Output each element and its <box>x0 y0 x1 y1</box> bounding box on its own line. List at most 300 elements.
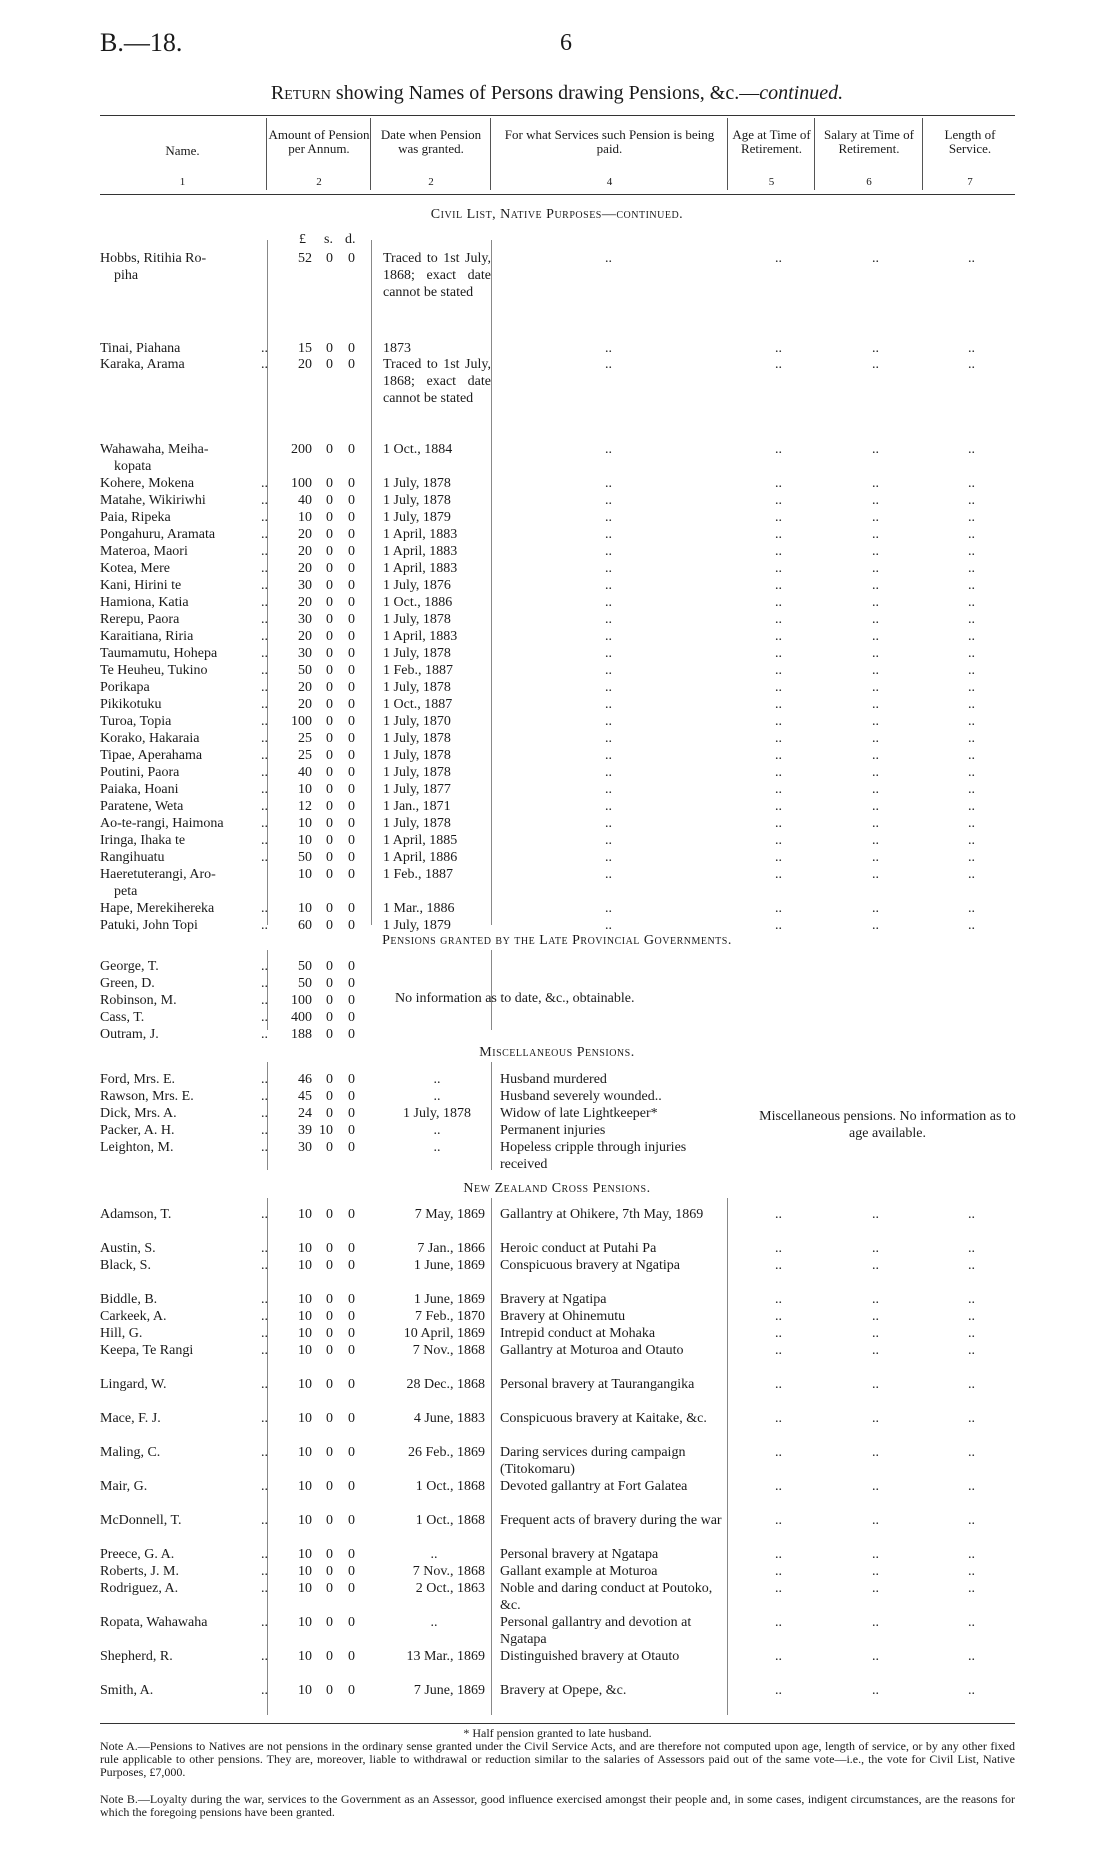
amount-shillings: 0 <box>326 510 333 525</box>
services-empty: .. <box>605 251 612 266</box>
currency-pounds: £ <box>299 232 306 247</box>
service-length-empty: .. <box>968 1309 975 1324</box>
amount-pounds: 10 <box>298 1326 312 1341</box>
salary-empty: .. <box>872 901 879 916</box>
amount-shillings: 0 <box>326 595 333 610</box>
services-empty: .. <box>605 493 612 508</box>
leader-dots: .. <box>261 850 268 865</box>
person-name <box>100 1071 268 1088</box>
leader-dots: .. <box>261 612 268 627</box>
amount-pence: 0 <box>348 1547 355 1562</box>
amount-pence: 0 <box>348 341 355 356</box>
person-name <box>100 441 268 475</box>
leader-dots: .. <box>261 1581 268 1596</box>
pension-services: Bravery at Ngatipa <box>500 1292 607 1307</box>
person-name <box>100 1139 268 1156</box>
pension-services: Frequent acts of bravery during the war <box>500 1513 722 1528</box>
salary-empty: .. <box>872 1581 879 1596</box>
leader-dots: .. <box>261 578 268 593</box>
currency-shillings: s. <box>324 232 333 247</box>
person-name-text: Karaitiana, Riria <box>100 629 194 644</box>
person-name <box>100 526 268 543</box>
amount-pounds: 10 <box>298 1564 312 1579</box>
amount-pence: 0 <box>348 1089 355 1104</box>
amount-shillings: 0 <box>326 646 333 661</box>
age-empty: .. <box>775 1547 782 1562</box>
service-length-empty: .. <box>968 561 975 576</box>
amount-pounds: 10 <box>298 867 312 882</box>
amount-pounds: 188 <box>291 1027 312 1042</box>
date-granted: 1 April, 1885 <box>383 833 458 848</box>
leader-dots: .. <box>261 748 268 763</box>
amount-pence: 0 <box>348 1123 355 1138</box>
person-name <box>100 917 268 934</box>
footnote-star: * Half pension granted to late husband. <box>463 1726 652 1740</box>
amount-pence: 0 <box>348 1027 355 1042</box>
service-length-empty: .. <box>968 442 975 457</box>
amount-pounds: 200 <box>291 442 312 457</box>
person-name-text: Hill, G. <box>100 1326 143 1341</box>
amount-pounds: 10 <box>298 1343 312 1358</box>
person-name-text: Porikapa <box>100 680 150 695</box>
salary-empty: .. <box>872 680 879 695</box>
person-name <box>100 645 268 662</box>
date-granted: 7 Feb., 1870 <box>415 1309 485 1324</box>
services-empty: .. <box>605 867 612 882</box>
amount-pence: 0 <box>348 1683 355 1698</box>
service-length-empty: .. <box>968 646 975 661</box>
pension-services: Permanent injuries <box>500 1123 606 1138</box>
services-empty: .. <box>605 561 612 576</box>
salary-empty: .. <box>872 731 879 746</box>
title-rest: showing Names of Persons drawing Pensions, &c.— <box>330 82 760 104</box>
age-empty: .. <box>775 901 782 916</box>
amount-pounds: 30 <box>298 1140 312 1155</box>
leader-dots: .. <box>261 782 268 797</box>
amount-shillings: 0 <box>326 867 333 882</box>
amount-shillings: 0 <box>326 1683 333 1698</box>
services-empty: .. <box>605 901 612 916</box>
person-name <box>100 747 268 764</box>
person-name-text: Hape, Merekihereka <box>100 901 215 916</box>
amount-pounds: 20 <box>298 357 312 372</box>
amount-pounds: 100 <box>291 993 312 1008</box>
salary-empty: .. <box>872 748 879 763</box>
amount-shillings: 0 <box>326 1615 333 1630</box>
age-empty: .. <box>775 629 782 644</box>
age-empty: .. <box>775 765 782 780</box>
amount-pence: 0 <box>348 510 355 525</box>
column-number-5: 5 <box>768 176 775 188</box>
person-name <box>100 662 268 679</box>
amount-pence: 0 <box>348 1326 355 1341</box>
amount-pounds: 10 <box>298 1445 312 1460</box>
amount-pence: 0 <box>348 782 355 797</box>
age-empty: .. <box>775 595 782 610</box>
leader-dots: .. <box>261 1615 268 1630</box>
age-empty: .. <box>775 680 782 695</box>
salary-empty: .. <box>872 1683 879 1698</box>
salary-empty: .. <box>872 357 879 372</box>
person-name-text: Kotea, Mere <box>100 561 170 576</box>
amount-pence: 0 <box>348 544 355 559</box>
amount-pence: 0 <box>348 918 355 933</box>
amount-pounds: 10 <box>298 1479 312 1494</box>
person-name <box>100 1308 268 1325</box>
age-empty: .. <box>775 816 782 831</box>
amount-shillings: 0 <box>326 1343 333 1358</box>
date-granted: 1 Feb., 1887 <box>383 663 453 678</box>
person-name <box>100 1376 268 1393</box>
person-name <box>100 1088 268 1105</box>
date-granted: 1 July, 1878 <box>383 816 451 831</box>
leader-dots: .. <box>261 527 268 542</box>
age-empty: .. <box>775 476 782 491</box>
services-empty: .. <box>605 918 612 933</box>
person-name-text: Wahawaha, Meiha- <box>100 442 209 457</box>
person-name-text: Pikikotuku <box>100 697 162 712</box>
person-name <box>100 1682 268 1699</box>
service-length-empty: .. <box>968 867 975 882</box>
leader-dots: .. <box>261 1377 268 1392</box>
pension-services: Noble and daring conduct at Poutoko, &c. <box>500 1581 713 1613</box>
date-granted: 7 Nov., 1868 <box>412 1564 485 1579</box>
pension-services: Husband severely wounded.. <box>500 1089 662 1104</box>
currency-pence: d. <box>345 232 356 247</box>
person-name-text: Dick, Mrs. A. <box>100 1106 177 1121</box>
age-empty: .. <box>775 799 782 814</box>
amount-pence: 0 <box>348 493 355 508</box>
person-name <box>100 1342 268 1359</box>
leader-dots: .. <box>261 1106 268 1121</box>
amount-pounds: 50 <box>298 959 312 974</box>
amount-pounds: 50 <box>298 663 312 678</box>
person-name-text: Leighton, M. <box>100 1140 174 1155</box>
amount-shillings: 0 <box>326 357 333 372</box>
person-name-text: Rawson, Mrs. E. <box>100 1089 194 1104</box>
person-name <box>100 730 268 747</box>
amount-pence: 0 <box>348 976 355 991</box>
age-empty: .. <box>775 1649 782 1664</box>
amount-pounds: 30 <box>298 646 312 661</box>
age-empty: .. <box>775 1564 782 1579</box>
pension-services: Gallant example at Moturoa <box>500 1564 658 1579</box>
leader-dots: .. <box>261 1343 268 1358</box>
amount-pounds: 24 <box>298 1106 312 1121</box>
age-empty: .. <box>775 1207 782 1222</box>
column-header-5: Age at Time of Retirement. <box>732 127 811 156</box>
leader-dots: .. <box>261 680 268 695</box>
service-length-empty: .. <box>968 731 975 746</box>
services-empty: .. <box>605 748 612 763</box>
salary-empty: .. <box>872 1309 879 1324</box>
leader-dots: .. <box>261 646 268 661</box>
date-granted: 1 July, 1870 <box>383 714 451 729</box>
amount-pence: 0 <box>348 731 355 746</box>
amount-pence: 0 <box>348 680 355 695</box>
person-name-text: Matahe, Wikiriwhi <box>100 493 206 508</box>
amount-shillings: 0 <box>326 1377 333 1392</box>
service-length-empty: .. <box>968 1513 975 1528</box>
service-length-empty: .. <box>968 357 975 372</box>
date-granted: .. <box>433 1123 441 1138</box>
person-name <box>100 815 268 832</box>
leader-dots: .. <box>261 976 268 991</box>
person-name-text: Korako, Hakaraia <box>100 731 200 746</box>
service-length-empty: .. <box>968 476 975 491</box>
amount-shillings: 0 <box>326 1581 333 1596</box>
leader-dots: .. <box>261 561 268 576</box>
amount-pounds: 10 <box>298 1207 312 1222</box>
person-name <box>100 1325 268 1342</box>
person-name-text: Cass, T. <box>100 1010 145 1025</box>
pension-services: Husband murdered <box>500 1072 607 1087</box>
person-name-text: Materoa, Maori <box>100 544 188 559</box>
person-name <box>100 1240 268 1257</box>
amount-pence: 0 <box>348 1377 355 1392</box>
age-empty: .. <box>775 1241 782 1256</box>
salary-empty: .. <box>872 1258 879 1273</box>
salary-empty: .. <box>872 765 879 780</box>
salary-empty: .. <box>872 595 879 610</box>
amount-pence: 0 <box>348 748 355 763</box>
person-name <box>100 1009 268 1026</box>
age-empty: .. <box>775 612 782 627</box>
service-length-empty: .. <box>968 918 975 933</box>
person-name-text: Hobbs, Ritihia Ro- <box>100 251 207 266</box>
date-granted: 1 July, 1878 <box>383 765 451 780</box>
amount-pence: 0 <box>348 816 355 831</box>
amount-shillings: 0 <box>326 476 333 491</box>
leader-dots: .. <box>261 816 268 831</box>
leader-dots: .. <box>261 765 268 780</box>
amount-shillings: 0 <box>326 816 333 831</box>
person-name <box>100 340 268 357</box>
person-name-text: Outram, J. <box>100 1027 159 1042</box>
service-length-empty: .. <box>968 816 975 831</box>
age-empty: .. <box>775 442 782 457</box>
person-name <box>100 1444 268 1461</box>
services-empty: .. <box>605 544 612 559</box>
leader-dots: .. <box>261 993 268 1008</box>
amount-pence: 0 <box>348 1010 355 1025</box>
age-empty: .. <box>775 731 782 746</box>
person-name <box>100 577 268 594</box>
person-name <box>100 781 268 798</box>
services-empty: .. <box>605 510 612 525</box>
amount-shillings: 0 <box>326 748 333 763</box>
date-granted: 1 April, 1883 <box>383 629 458 644</box>
title-suffix: continued. <box>759 82 844 104</box>
amount-pounds: 52 <box>298 251 312 266</box>
service-length-empty: .. <box>968 663 975 678</box>
person-name <box>100 250 268 284</box>
date-granted: .. <box>433 1140 441 1155</box>
pension-services: Distinguished bravery at Otauto <box>500 1649 680 1664</box>
document-reference: B.—18. <box>100 28 183 57</box>
leader-dots: .. <box>261 799 268 814</box>
page-number: 6 <box>560 30 572 56</box>
salary-empty: .. <box>872 782 879 797</box>
service-length-empty: .. <box>968 612 975 627</box>
person-name-text: Tipae, Aperahama <box>100 748 203 763</box>
person-name-text: Taumamutu, Hohepa <box>100 646 218 661</box>
date-granted: 1 Feb., 1887 <box>383 867 453 882</box>
column-number-6: 6 <box>866 176 872 188</box>
leader-dots: .. <box>261 1027 268 1042</box>
leader-dots: .. <box>261 510 268 525</box>
services-empty: .. <box>605 612 612 627</box>
age-empty: .. <box>775 251 782 266</box>
age-empty: .. <box>775 341 782 356</box>
amount-shillings: 0 <box>326 959 333 974</box>
service-length-empty: .. <box>968 629 975 644</box>
person-name <box>100 492 268 509</box>
person-name-text: Ao-te-rangi, Haimona <box>100 816 224 831</box>
services-empty: .. <box>605 578 612 593</box>
pension-services: Devoted gallantry at Fort Galatea <box>500 1479 688 1494</box>
amount-pounds: 100 <box>291 714 312 729</box>
leader-dots: .. <box>261 1309 268 1324</box>
date-granted: Traced to 1st July, 1868; exact date cannot be stated <box>383 251 491 300</box>
amount-shillings: 0 <box>326 663 333 678</box>
age-empty: .. <box>775 646 782 661</box>
amount-pence: 0 <box>348 1106 355 1121</box>
date-granted: 1 July, 1876 <box>383 578 451 593</box>
amount-shillings: 0 <box>326 976 333 991</box>
section-miscellaneous: Miscellaneous Pensions. <box>479 1045 635 1060</box>
column-header-3: Date when Pension was granted. <box>380 127 482 156</box>
age-empty: .. <box>775 782 782 797</box>
amount-pence: 0 <box>348 901 355 916</box>
amount-shillings: 0 <box>326 714 333 729</box>
amount-shillings: 0 <box>326 680 333 695</box>
date-granted: 1 April, 1883 <box>383 544 458 559</box>
amount-pence: 0 <box>348 1258 355 1273</box>
leader-dots: .. <box>261 1513 268 1528</box>
date-granted: 1 July, 1878 <box>383 748 451 763</box>
column-header-1: Name. <box>165 143 200 158</box>
leader-dots: .. <box>261 901 268 916</box>
person-name <box>100 1257 268 1274</box>
age-empty: .. <box>775 578 782 593</box>
leader-dots: .. <box>261 1445 268 1460</box>
service-length-empty: .. <box>968 1547 975 1562</box>
pension-services: Conspicuous bravery at Kaitake, &c. <box>500 1411 707 1426</box>
services-empty: .. <box>605 341 612 356</box>
salary-empty: .. <box>872 1479 879 1494</box>
person-name-text: Rangihuatu <box>100 850 165 865</box>
salary-empty: .. <box>872 251 879 266</box>
date-granted: 1 July, 1878 <box>383 646 451 661</box>
amount-pounds: 60 <box>298 918 312 933</box>
column-number-2: 2 <box>316 176 322 188</box>
amount-pounds: 50 <box>298 976 312 991</box>
age-empty: .. <box>775 544 782 559</box>
amount-shillings: 0 <box>326 442 333 457</box>
amount-pence: 0 <box>348 714 355 729</box>
body-divider <box>727 1198 728 1715</box>
person-name-text: Paia, Ripeka <box>100 510 171 525</box>
person-name-text: Pongahuru, Aramata <box>100 527 216 542</box>
amount-pounds: 10 <box>298 901 312 916</box>
amount-shillings: 0 <box>326 341 333 356</box>
person-name <box>100 1105 268 1122</box>
date-granted: 28 Dec., 1868 <box>406 1377 485 1392</box>
leader-dots: .. <box>261 833 268 848</box>
amount-pounds: 50 <box>298 850 312 865</box>
service-length-empty: .. <box>968 680 975 695</box>
person-name-text: Haeretuterangi, Aro- <box>100 867 216 882</box>
person-name <box>100 1410 268 1427</box>
services-empty: .. <box>605 357 612 372</box>
service-length-empty: .. <box>968 782 975 797</box>
column-header-4: For what Services such Pension is being paid. <box>504 127 715 156</box>
person-name <box>100 1026 268 1043</box>
date-granted: 1873 <box>383 341 411 356</box>
service-length-empty: .. <box>968 1649 975 1664</box>
leader-dots: .. <box>261 1140 268 1155</box>
amount-pence: 0 <box>348 850 355 865</box>
note-a: Note A.—Pensions to Natives are not pensions in the ordinary sense granted under the Civil Service Acts, and are therefore not computed upon age, length of service, or by any other fixed rule applicable to other pensions. They are, moreover, liable to withdrawal or reduction similar to the salaries of Assessors paid out of the same vote—i.e., the vote for Civil List, Native Purposes, £7,000. <box>100 1739 1015 1779</box>
person-name <box>100 866 268 900</box>
services-empty: .. <box>605 833 612 848</box>
salary-empty: .. <box>872 544 879 559</box>
person-name-text: Adamson, T. <box>100 1207 172 1222</box>
amount-pounds: 10 <box>298 1683 312 1698</box>
person-name-text: Te Heuheu, Tukino <box>100 663 208 678</box>
person-name <box>100 560 268 577</box>
section-civil-list: Civil List, Native Purposes—continued. <box>430 207 684 222</box>
amount-shillings: 0 <box>326 1547 333 1562</box>
salary-empty: .. <box>872 341 879 356</box>
age-empty: .. <box>775 1258 782 1273</box>
body-divider <box>371 240 372 925</box>
amount-pence: 0 <box>348 833 355 848</box>
service-length-empty: .. <box>968 748 975 763</box>
amount-pence: 0 <box>348 1479 355 1494</box>
person-name-text: Smith, A. <box>100 1683 154 1698</box>
person-name <box>100 628 268 645</box>
age-empty: .. <box>775 748 782 763</box>
service-length-empty: .. <box>968 1292 975 1307</box>
amount-shillings: 0 <box>326 578 333 593</box>
amount-pence: 0 <box>348 1445 355 1460</box>
person-name-text: George, T. <box>100 959 159 974</box>
services-empty: .. <box>605 442 612 457</box>
service-length-empty: .. <box>968 493 975 508</box>
amount-pounds: 20 <box>298 595 312 610</box>
person-name-text: Kani, Hirini te <box>100 578 182 593</box>
amount-pounds: 10 <box>298 1241 312 1256</box>
amount-pounds: 10 <box>298 1513 312 1528</box>
column-number-3: 2 <box>428 176 434 188</box>
person-name-text: Maling, C. <box>100 1445 161 1460</box>
service-length-empty: .. <box>968 1683 975 1698</box>
amount-pounds: 30 <box>298 578 312 593</box>
date-granted: 1 July, 1878 <box>383 476 451 491</box>
leader-dots: .. <box>261 595 268 610</box>
amount-pounds: 25 <box>298 731 312 746</box>
amount-pounds: 46 <box>298 1072 312 1087</box>
date-granted: 1 July, 1878 <box>383 493 451 508</box>
leader-dots: .. <box>261 1564 268 1579</box>
amount-pence: 0 <box>348 1649 355 1664</box>
amount-pence: 0 <box>348 1207 355 1222</box>
header-divider <box>814 118 815 190</box>
service-length-empty: .. <box>968 544 975 559</box>
age-empty: .. <box>775 561 782 576</box>
